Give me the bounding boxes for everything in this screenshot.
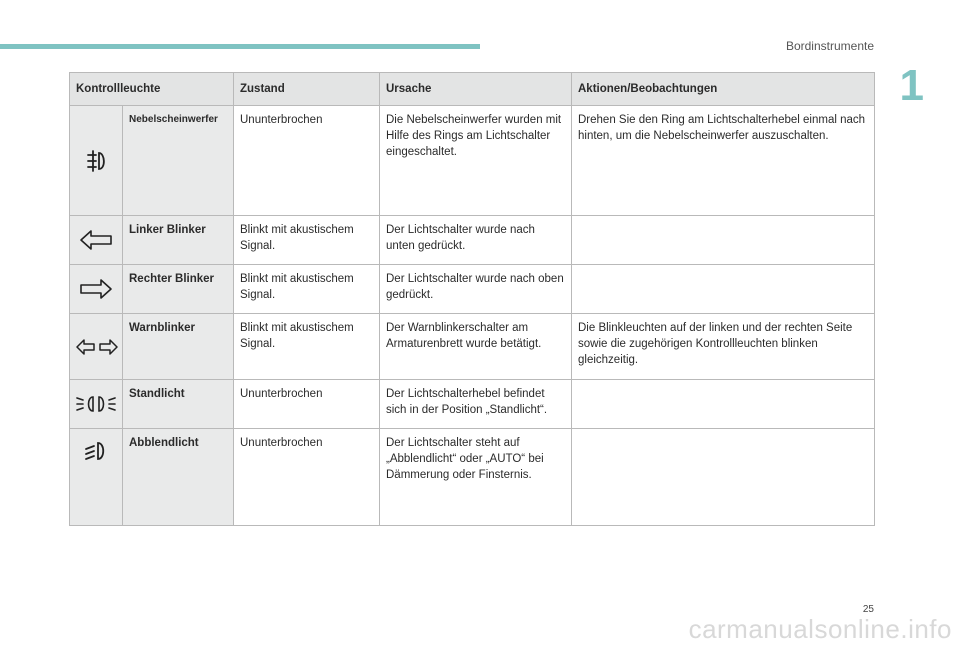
status-text: Blinkt mit akustischem Signal. — [234, 216, 380, 265]
light-name: Rechter Blinker — [123, 265, 234, 314]
table-row — [70, 106, 875, 216]
cause-text: Der Lichtschalter wurde nach oben gedrückt. — [380, 265, 572, 314]
table-row — [70, 314, 875, 380]
watermark: carmanualsonline.info — [688, 614, 952, 644]
left-turn-signal-icon — [76, 229, 116, 251]
light-name: Nebelscheinwerfer — [123, 106, 234, 216]
chapter-number: 1 — [899, 61, 924, 110]
light-name: Warnblinker — [123, 314, 234, 380]
table-row — [70, 265, 875, 314]
column-header-action: Aktionen/Beobachtungen — [572, 73, 875, 106]
light-name: Abblendlicht — [123, 429, 234, 526]
status-text: Ununterbrochen — [234, 429, 380, 526]
action-text — [572, 216, 875, 265]
cause-text: Der Lichtschalter steht auf „Abblendlicht“ oder „AUTO“ bei Dämmerung oder Finsternis. — [380, 429, 572, 526]
warning-lights-table — [69, 72, 875, 526]
status-text: Ununterbrochen — [234, 106, 380, 216]
icon-cell — [70, 429, 123, 526]
action-text — [572, 265, 875, 314]
dipped-beam-icon — [76, 441, 116, 461]
table-row — [70, 429, 875, 526]
light-name: Standlicht — [123, 380, 234, 429]
column-header-light: Kontrollleuchte — [70, 73, 234, 106]
top-accent-bar — [0, 44, 480, 49]
status-text: Blinkt mit akustischem Signal. — [234, 265, 380, 314]
light-name: Linker Blinker — [123, 216, 234, 265]
action-text — [572, 380, 875, 429]
status-text: Blinkt mit akustischem Signal. — [234, 314, 380, 380]
page-number: 25 — [862, 604, 874, 615]
cause-text: Die Nebelscheinwerfer wurden mit Hilfe des Rings am Lichtschalter eingeschaltet. — [380, 106, 572, 216]
status-text: Ununterbrochen — [234, 380, 380, 429]
column-header-cause: Ursache — [380, 73, 572, 106]
cause-text: Der Warnblinkerschalter am Armaturenbrett wurde betätigt. — [380, 314, 572, 380]
right-turn-signal-icon — [76, 278, 116, 300]
cause-text: Der Lichtschalter wurde nach unten gedrückt. — [380, 216, 572, 265]
table-header-row — [70, 73, 875, 106]
action-text: Drehen Sie den Ring am Lichtschalterhebel einmal nach hinten, um die Nebelscheinwerfer auszuschalten. — [572, 106, 875, 216]
action-text: Die Blinkleuchten auf der linken und der rechten Seite sowie die zugehörigen Kontrollleuchten blinken gleichzeitig. — [572, 314, 875, 380]
section-title: Bordinstrumente — [785, 39, 874, 53]
table-row — [70, 380, 875, 429]
icon-cell — [70, 314, 123, 380]
icon-cell — [70, 380, 123, 429]
cause-text: Der Lichtschalterhebel befindet sich in der Position „Standlicht“. — [380, 380, 572, 429]
icon-cell — [70, 216, 123, 265]
hazard-warning-icon — [76, 337, 116, 357]
action-text — [572, 429, 875, 526]
rear-fog-light-icon — [76, 150, 116, 172]
table-row — [70, 216, 875, 265]
column-header-status: Zustand — [234, 73, 380, 106]
icon-cell — [70, 265, 123, 314]
sidelight-icon — [76, 394, 116, 414]
icon-cell — [70, 106, 123, 216]
